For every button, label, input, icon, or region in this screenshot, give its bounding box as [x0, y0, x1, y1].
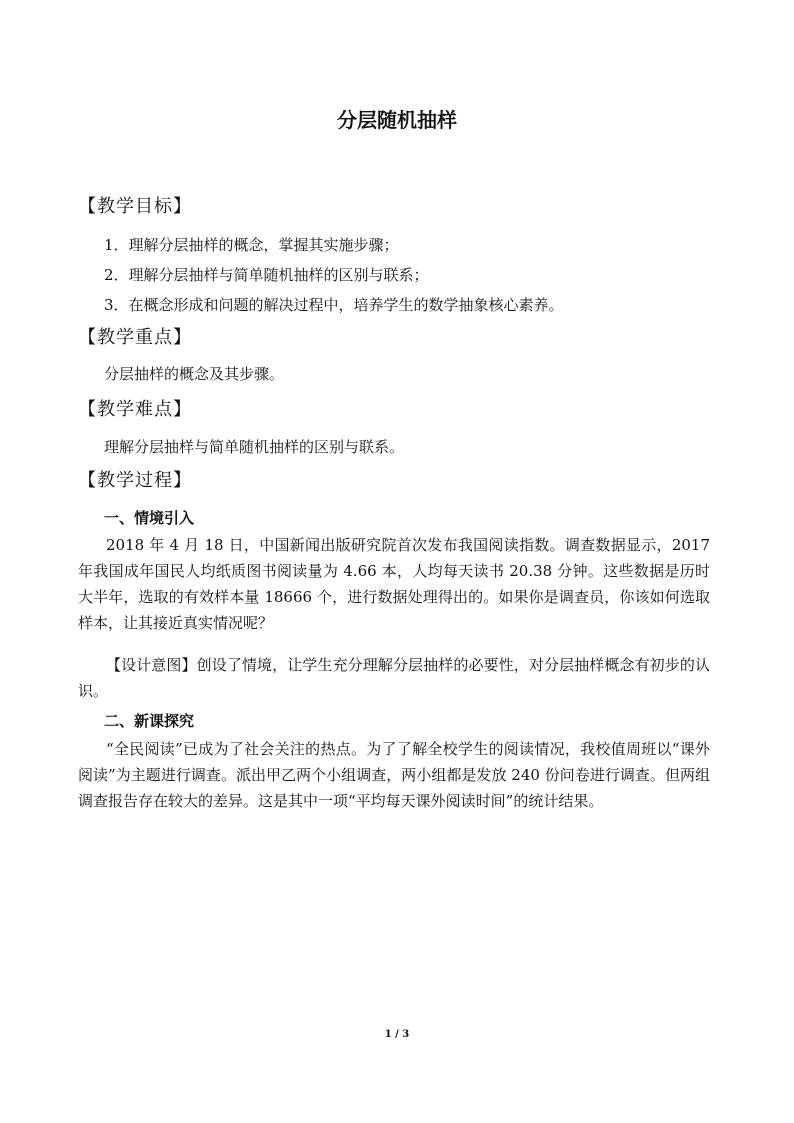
key-points-text: 分层抽样的概念及其步骤。 — [104, 365, 285, 383]
heading-objectives: 【教学目标】 — [78, 196, 192, 217]
introduction-text: 2018 年 4 月 18 日，中国新闻出版研究院首次发布我国阅读指数。调查数据显示，2017 年我国成年国民人均纸质图书阅读量为 4.66 本，人均每天读书 20.38 分钟。这些数据是历时大半年，选取的有效样本量 18666 个，进行数据处理得出的。如果你是调查员，你该如何选取样本，让其接近真实情况呢？ — [78, 536, 710, 632]
introduction-paragraph — [78, 532, 710, 636]
objective-item-3: 3．在概念形成和问题的解决过程中，培养学生的数学抽象核心素养。 — [104, 296, 564, 314]
subheading-new-lesson: 二、新课探究 — [104, 712, 195, 730]
page-number: 1 / 3 — [384, 1029, 410, 1040]
objective-item-2: 2．理解分层抽样与简单随机抽样的区别与联系； — [104, 266, 429, 284]
heading-difficulties: 【教学难点】 — [78, 399, 192, 420]
new-lesson-text: “全民阅读”已成为了社会关注的热点。为了了解全校学生的阅读情况，我校值周班以“课外阅读”为主题进行调查。派出甲乙两个小组调查，两小组都是发放 240 份问卷进行调查。但两组调查报告存在较大的差异。这是其中一项“平均每天课外阅读时间”的统计结果。 — [78, 740, 710, 810]
difficulties-text: 理解分层抽样与简单随机抽样的区别与联系。 — [104, 438, 405, 456]
objective-item-1: 1．理解分层抽样的概念，掌握其实施步骤； — [104, 236, 399, 254]
new-lesson-paragraph — [78, 736, 710, 814]
heading-key-points: 【教学重点】 — [78, 327, 192, 348]
heading-process: 【教学过程】 — [78, 470, 192, 491]
subheading-introduction: 一、情境引入 — [104, 509, 195, 527]
document-title: 分层随机抽样 — [337, 108, 457, 132]
design-intent-paragraph — [78, 652, 710, 704]
design-intent-text: 【设计意图】创设了情境，让学生充分理解分层抽样的必要性，对分层抽样概念有初步的认识。 — [78, 656, 710, 700]
